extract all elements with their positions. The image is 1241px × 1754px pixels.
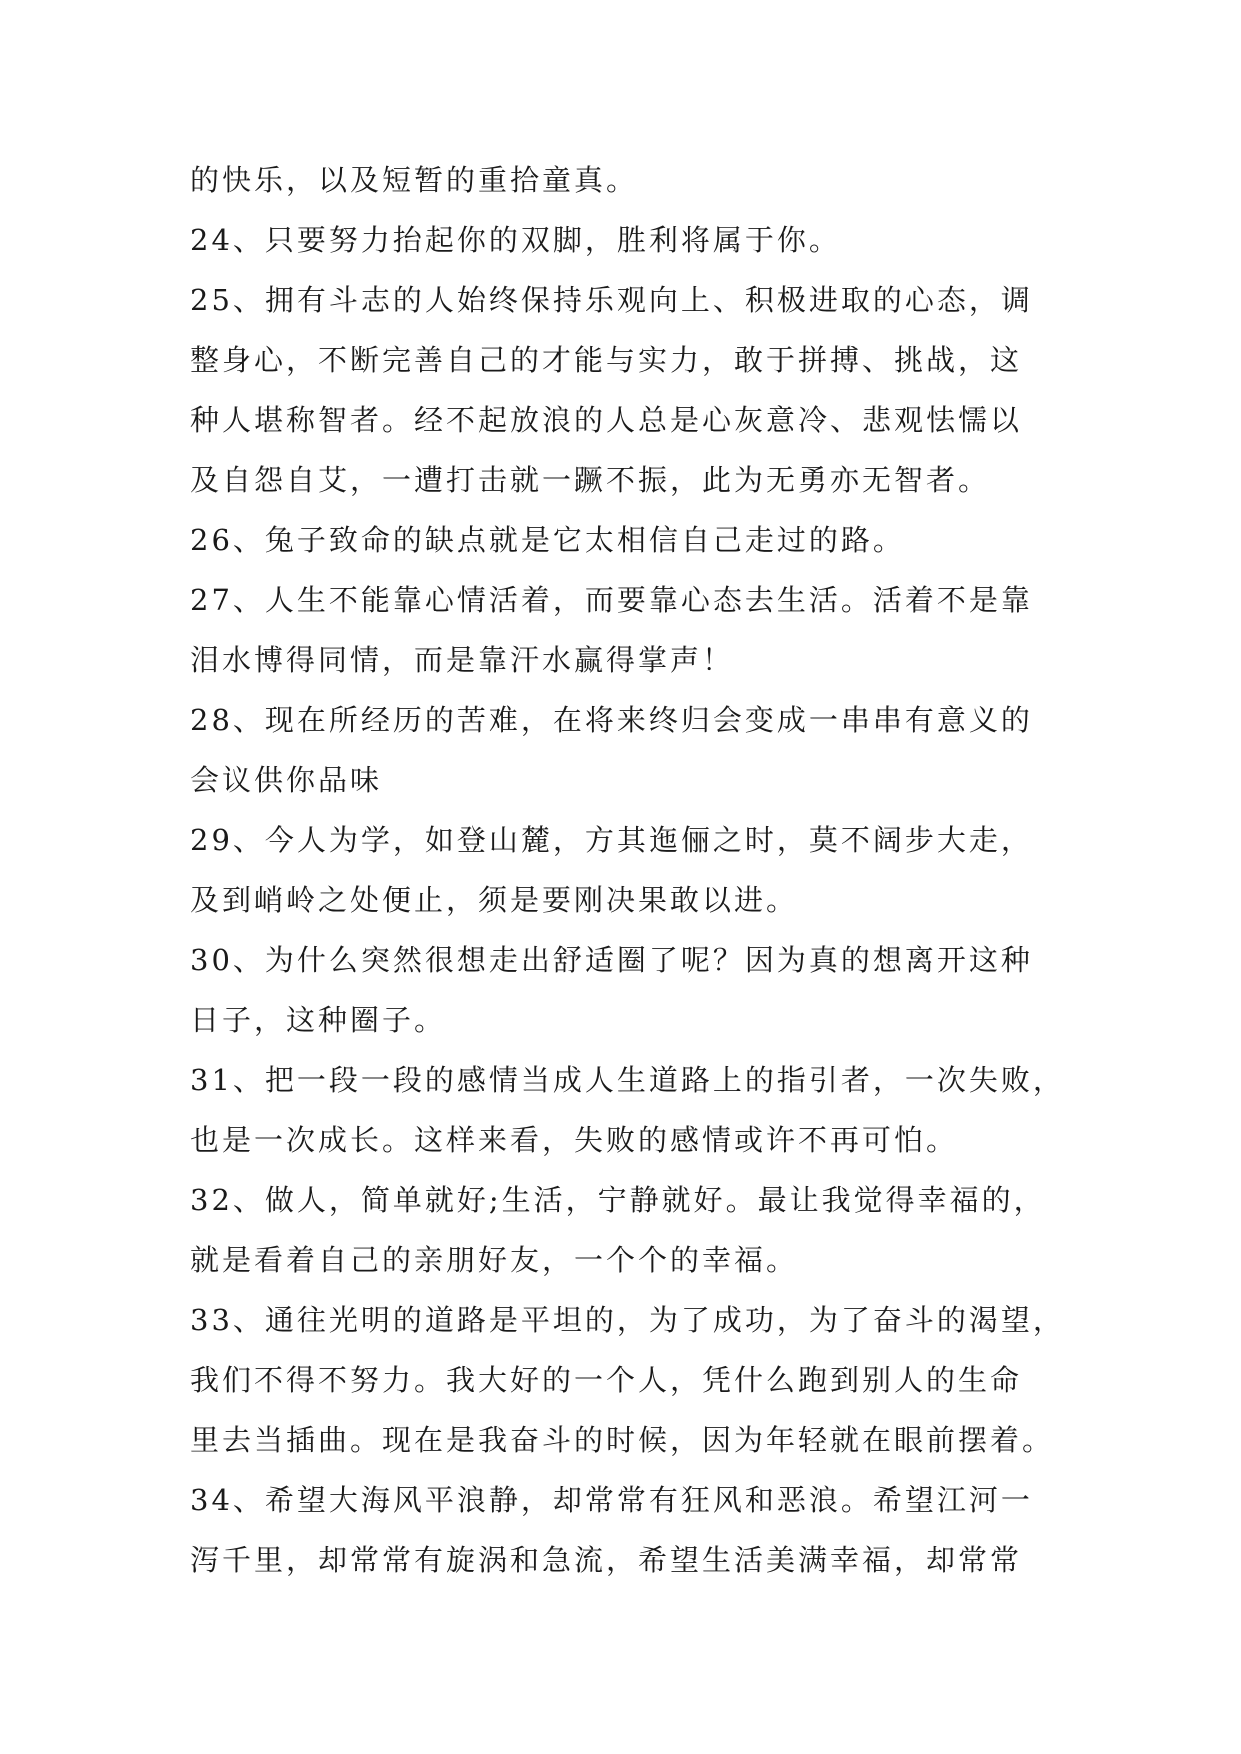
text-line: 26、兔子致命的缺点就是它太相信自己走过的路。 [190, 523, 905, 557]
text-line: 泻千里，却常常有旋涡和急流，希望生活美满幸福，却常常 [190, 1543, 1023, 1577]
text-line: 及自怨自艾，一遭打击就一蹶不振，此为无勇亦无智者。 [190, 463, 991, 497]
text-line: 31、把一段一段的感情当成人生道路上的指引者，一次失败， [190, 1063, 1065, 1097]
text-line: 30、为什么突然很想走出舒适圈了呢？因为真的想离开这种 [190, 943, 1033, 977]
text-line: 及到峭岭之处便止，须是要刚决果敢以进。 [190, 883, 799, 917]
text-line: 28、现在所经历的苦难，在将来终归会变成一串串有意义的 [190, 703, 1033, 737]
text-line: 里去当插曲。现在是我奋斗的时候，因为年轻就在眼前摆着。 [190, 1423, 1055, 1457]
body-text [190, 150, 1070, 1590]
text-line: 32、做人，简单就好;生活，宁静就好。最让我觉得幸福的， [190, 1183, 1046, 1217]
text-line: 会议供你品味 [190, 763, 383, 797]
text-line: 整身心，不断完善自己的才能与实力，敢于拼搏、挑战，这 [190, 343, 1023, 377]
text-line: 就是看着自己的亲朋好友，一个个的幸福。 [190, 1243, 799, 1277]
text-line: 24、只要努力抬起你的双脚，胜利将属于你。 [190, 223, 841, 257]
text-line: 日子，这种圈子。 [190, 1003, 447, 1037]
text-line: 种人堪称智者。经不起放浪的人总是心灰意冷、悲观怯懦以 [190, 403, 1023, 437]
text-line: 我们不得不努力。我大好的一个人，凭什么跑到别人的生命 [190, 1363, 1023, 1397]
text-line: 25、拥有斗志的人始终保持乐观向上、积极进取的心态，调 [190, 283, 1033, 317]
text-line: 也是一次成长。这样来看，失败的感情或许不再可怕。 [190, 1123, 959, 1157]
text-line: 的快乐，以及短暂的重拾童真。 [190, 163, 639, 197]
text-line: 27、人生不能靠心情活着，而要靠心态去生活。活着不是靠 [190, 583, 1033, 617]
text-line: 33、通往光明的道路是平坦的，为了成功，为了奋斗的渴望， [190, 1303, 1065, 1337]
text-line: 34、希望大海风平浪静，却常常有狂风和恶浪。希望江河一 [190, 1483, 1033, 1517]
text-line: 泪水博得同情，而是靠汗水赢得掌声！ [190, 643, 735, 677]
text-line: 29、今人为学，如登山麓，方其迤俪之时，莫不阔步大走， [190, 823, 1033, 857]
